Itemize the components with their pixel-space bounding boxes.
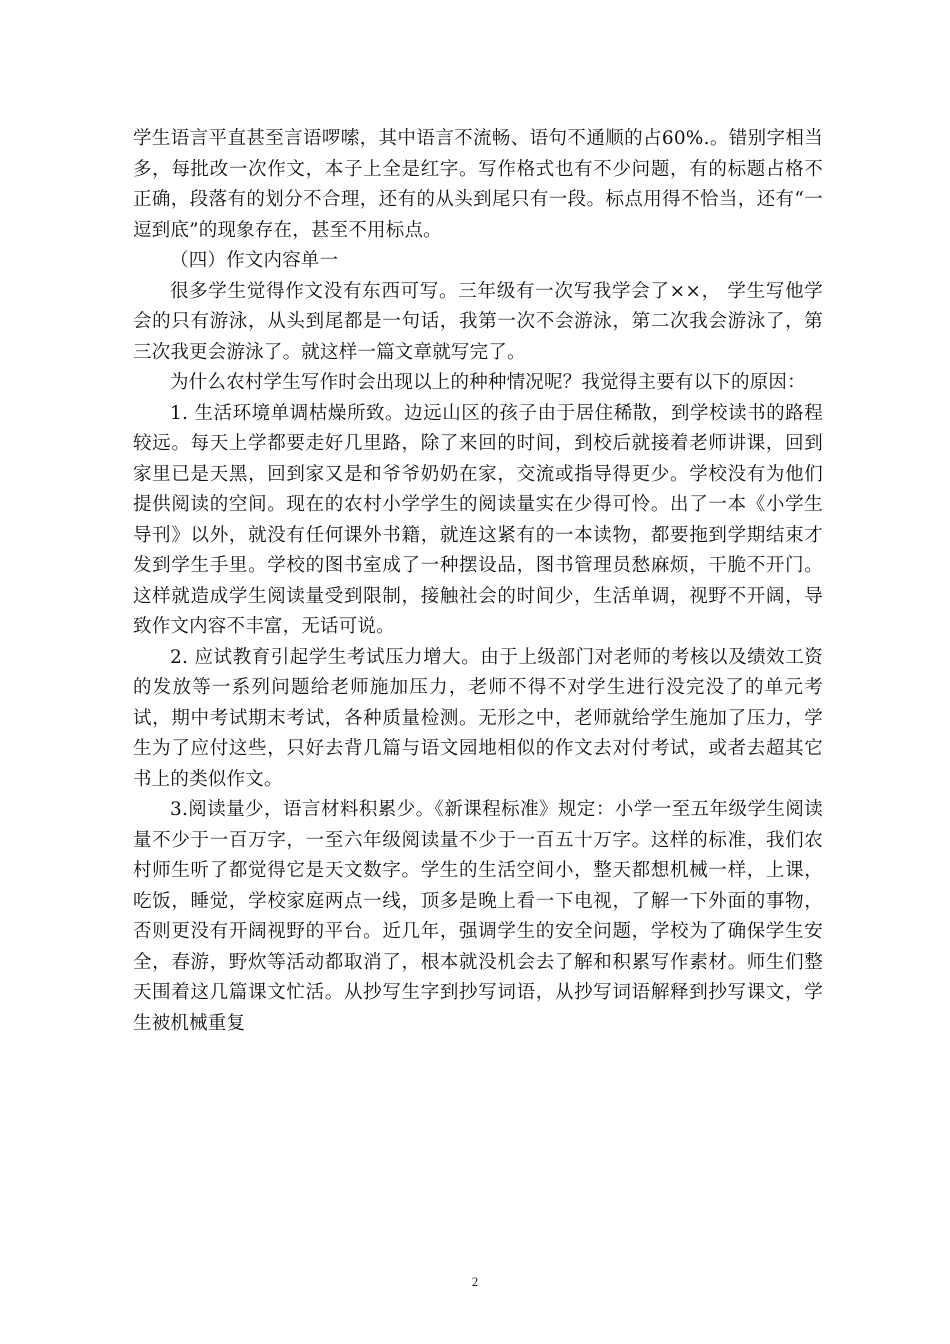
section-heading-content-single: （四）作文内容单一 <box>170 250 339 271</box>
paragraph-nothing-to-write: 很多学生觉得作文没有东西可写。三年级有一次写我学会了××， 学生写他学会的只有游泳，从头到尾都是一句话，我第一次不会游泳，第二次我会游泳了，第三次我更会游泳了。就这样一篇文章就写完了。 <box>133 280 823 363</box>
page-number: 2 <box>471 1274 479 1289</box>
paragraph-reason-exam-pressure: 2. 应试教育引起学生考试压力增大。由于上级部门对老师的考核以及绩效工资的发放等一系列问题给老师施加压力，老师不得不对学生进行没完没了的单元考试，期中考试期末考试，各种质量检测。无形之中，老师就给学生施加了压力，学生为了应付这些，只好去背几篇与语文园地相似的作文去对付考试，或者去超其它书上的类似作文。 <box>133 646 823 790</box>
paragraph-reasons-intro: 为什么农村学生写作时会出现以上的种种情况呢？我觉得主要有以下的原因： <box>170 372 806 393</box>
document-body <box>133 124 823 1039</box>
paragraph-reason-reading: 3.阅读量少，语言材料积累少。《新课程标准》规定：小学一至五年级学生阅读量不少于一百万字，一至六年级阅读量不少于一百五十万字。这样的标准，我们农村师生听了都觉得它是天文数字。学生的生活空间小，整天都想机械一样，上课，吃饭，睡觉，学校家庭两点一线，顶多是晚上看一下电视，了解一下外面的事物，否则更没有开阔视野的平台。近几年，强调学生的安全问题，学校为了确保学生安全，春游，野炊等活动都取消了，根本就没机会去了解和积累写作素材。师生们整天围着这几篇课文忙活。从抄写生字到抄写词语，从抄写词语解释到抄写课文，学生被机械重复 <box>133 799 823 1034</box>
paragraph-language-problems: 学生语言平直甚至言语啰嗦，其中语言不流畅、语句不通顺的占60%.。错别字相当多，每批改一次作文，本子上全是红字。写作格式也有不少问题，有的标题占格不正确，段落有的划分不合理，还有的从头到尾只有一段。标点用得不恰当，还有“一逗到底”的现象存在，甚至不用标点。 <box>133 128 823 241</box>
paragraph-reason-environment: 1. 生活环境单调枯燥所致。边远山区的孩子由于居住稀散，到学校读书的路程较远。每天上学都要走好几里路，除了来回的时间，到校后就接着老师讲课，回到家里已是天黑，回到家又是和爷爷奶奶在家，交流或指导得更少。学校没有为他们提供阅读的空间。现在的农村小学学生的阅读量实在少得可怜。出了一本《小学生导刊》以外，就没有任何课外书籍，就连这紧有的一本读物，都要拖到学期结束才发到学生手里。学校的图书室成了一种摆设品，图书管理员愁麻烦，干脆不开门。这样就造成学生阅读量受到限制，接触社会的时间少，生活单调，视野不开阔，导致作文内容不丰富，无话可说。 <box>133 402 823 637</box>
